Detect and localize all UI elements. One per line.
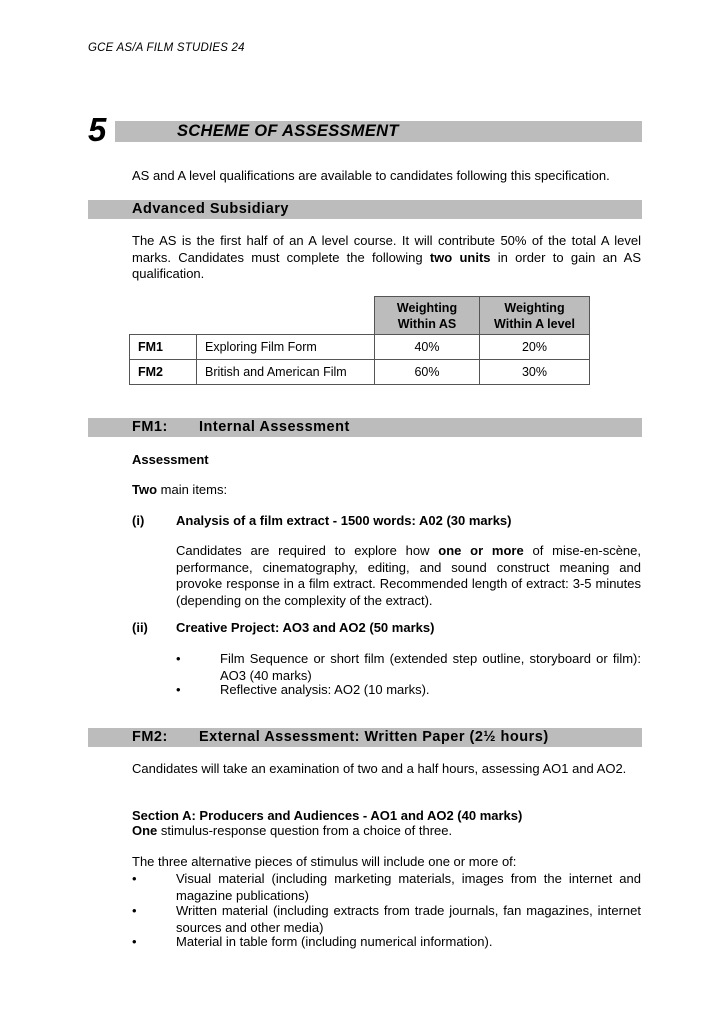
fm2-code: FM2: [132, 729, 168, 745]
running-header: GCE AS/A FILM STUDIES 24 [88, 42, 245, 54]
fm2-section-a-title: Section A: Producers and Audiences - AO1 and AO2 (40 marks) [132, 808, 523, 823]
one-rest: stimulus-response question from a choice of three. [157, 823, 453, 838]
item1-body-bold: one or more [438, 543, 524, 558]
item1-body-pre: Candidates are required to explore how [176, 543, 439, 558]
item1-body-post: of mise-en-scène, performance, cinematography, editing, and sound construct meaning and provoke response in a film extract. Recommended length of extract: 3-5 minutes (depending on the complexity of the extract). [176, 543, 642, 608]
fm1-code: FM1: [132, 419, 168, 435]
header-weighting-a [480, 297, 590, 335]
table-row [130, 335, 590, 360]
as-description [132, 233, 641, 283]
unit-title: Exploring Film Form [197, 335, 375, 360]
stimulus-bullet-1-glyph: • [132, 871, 137, 886]
item1-title: Analysis of a film extract - 1500 words: A02 (30 marks) [176, 513, 512, 528]
fm2-stimulus-intro: The three alternative pieces of stimulus will include one or more of: [132, 854, 517, 869]
table-row [130, 360, 590, 385]
fm2-section-title [132, 728, 549, 747]
unit-weight-a: 30% [480, 360, 590, 385]
fm2-intro: Candidates will take an examination of two and a half hours, assessing AO1 and AO2. [132, 761, 627, 776]
as-section-title: Advanced Subsidiary [132, 201, 289, 217]
unit-weight-a: 20% [480, 335, 590, 360]
stimulus-bullet-3-glyph: • [132, 934, 137, 949]
as-desc-pre: The AS is the first half of an A level course. It will contribute 50% of the total A level marks. Candidates must complete the following [132, 233, 641, 265]
header-weighting-as-line1: Weighting [396, 300, 458, 315]
unit-title: British and American Film [197, 360, 375, 385]
stimulus-bullet-2-glyph: • [132, 903, 137, 918]
item2-title: Creative Project: AO3 and AO2 (50 marks) [176, 620, 435, 635]
intro-paragraph: AS and A level qualifications are available to candidates following this specification. [132, 168, 610, 183]
assessment-label-text: Assessment [132, 452, 209, 467]
unit-weight-as: 60% [375, 360, 480, 385]
chapter-number: 5 [88, 111, 107, 148]
item2-bullet-1: Film Sequence or short film (extended step outline, storyboard or film): AO3 (40 marks) [220, 651, 641, 683]
as-desc-post: in order to gain an AS qualification. [132, 249, 641, 281]
item2-bullet-2: Reflective analysis: AO2 (10 marks). [220, 682, 430, 697]
fm2-title: External Assessment: Written Paper (2½ hours) [199, 729, 549, 745]
header-weighting-a-line1: Weighting [504, 300, 565, 315]
unit-weight-as: 40% [375, 335, 480, 360]
units-table [129, 296, 590, 385]
stimulus-bullet-2: Written material (including extracts from trade journals, fan magazines, internet sources and other media) [176, 903, 641, 935]
header-weighting-a-line2: Within A level [494, 316, 575, 331]
item1-body [176, 543, 641, 609]
fm1-assessment-label [132, 452, 641, 469]
item1-number: (i) [132, 513, 145, 528]
units-table-header-row [130, 297, 590, 335]
item2-bullet-1-glyph: • [176, 651, 181, 666]
header-weighting-as-line2: Within AS [397, 316, 457, 331]
item2-number: (ii) [132, 620, 148, 635]
two-bold: Two [132, 482, 158, 497]
item2-bullet-2-glyph: • [176, 682, 181, 697]
stimulus-bullet-1: Visual material (including marketing materials, images from the internet and magazine publications) [176, 871, 641, 903]
two-rest: main items: [157, 482, 228, 497]
unit-code: FM1 [130, 335, 197, 360]
unit-code: FM2 [130, 360, 197, 385]
fm2-one-question [132, 823, 641, 840]
as-desc-bold: two units [429, 249, 491, 265]
one-bold: One [132, 823, 158, 838]
chapter-title: SCHEME OF ASSESSMENT [177, 122, 399, 140]
stimulus-bullet-3: Material in table form (including numerical information). [176, 934, 493, 949]
header-weighting-as [375, 297, 480, 335]
fm1-section-title [132, 418, 350, 437]
fm1-two-items [132, 482, 641, 499]
fm1-title: Internal Assessment [199, 419, 350, 435]
